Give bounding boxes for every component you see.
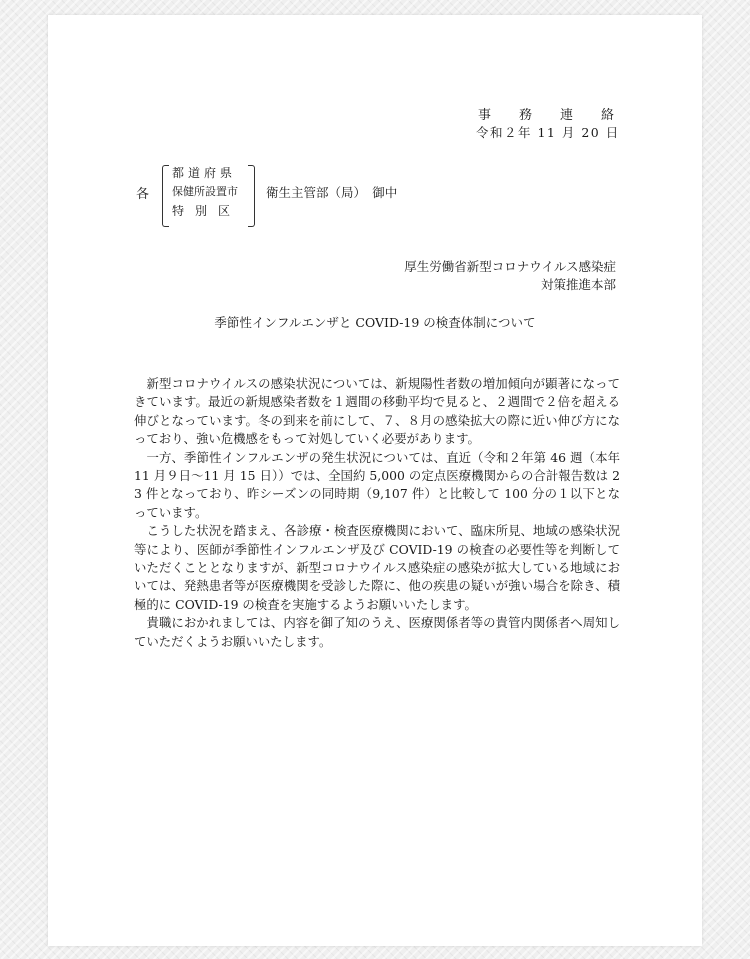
recipient-department: 衛生主管部（局） 御中	[266, 185, 398, 200]
notice-type	[478, 104, 614, 123]
sender-ministry: 厚生労働省新型コロナウイルス感染症	[404, 259, 616, 274]
document-page	[48, 15, 702, 946]
sender-headquarters: 対策推進本部	[540, 277, 616, 292]
right-bracket	[248, 165, 255, 227]
left-bracket	[162, 165, 169, 227]
body-paragraph: 新型コロナウイルスの感染状況については、新規陽性者数の増加傾向が顕著になってきています。最近の新規感染者数を１週間の移動平均で見ると、２週間で２倍を超える伸びとなっています。冬の到来を前にして、７、８月の感染拡大の際に近い伸び方になっており、強い危機感をもって対処していく必要があります。	[134, 376, 620, 447]
body-paragraph: こうした状況を踏まえ、各診療・検査医療機関において、臨床所見、地域の感染状況等により、医師が季節性インフルエンザ及び COVID-19 の検査の必要性等を判断していただくこととなりますが、新型コロナウイルス感染症の感染が拡大している地域においては、発熱患者等が医療機関を受診した際に、他の疾患の疑いが強い場合を除き、積極的に COVID-19 の検査を実施するようお願いいたします。	[134, 523, 620, 612]
notice-type-char: 務	[518, 108, 532, 123]
recipient-prefectures: 都道府県	[172, 166, 237, 180]
notice-type-char: 絡	[600, 108, 614, 123]
recipient-health-center-cities: 保健所設置市	[172, 185, 238, 198]
recipient-prefix: 各	[136, 187, 150, 202]
body-paragraph: 貴職におかれましては、内容を御了知のうえ、医療関係者等の貴管内関係者へ周知していただくようお願いいたします。	[134, 615, 620, 649]
body-paragraph: 一方、季節性インフルエンザの発生状況については、直近（令和２年第 46 週（本年 11 月９日～11 月 15 日））では、全国約 5,000 の定点医療機関からの合計報告数は 23 件となっており、昨シーズンの同時期（9,107 件）と比較して 100 分の１以下となっています。	[134, 449, 620, 520]
notice-type-char: 事	[478, 108, 492, 123]
recipient-special-wards: 特別区	[172, 204, 242, 218]
document-title: 季節性インフルエンザと COVID-19 の検査体制について	[214, 315, 536, 330]
notice-type-char: 連	[559, 108, 573, 123]
notice-date: 令和２年 11 月 20 日	[476, 125, 620, 140]
document-body	[134, 375, 620, 651]
